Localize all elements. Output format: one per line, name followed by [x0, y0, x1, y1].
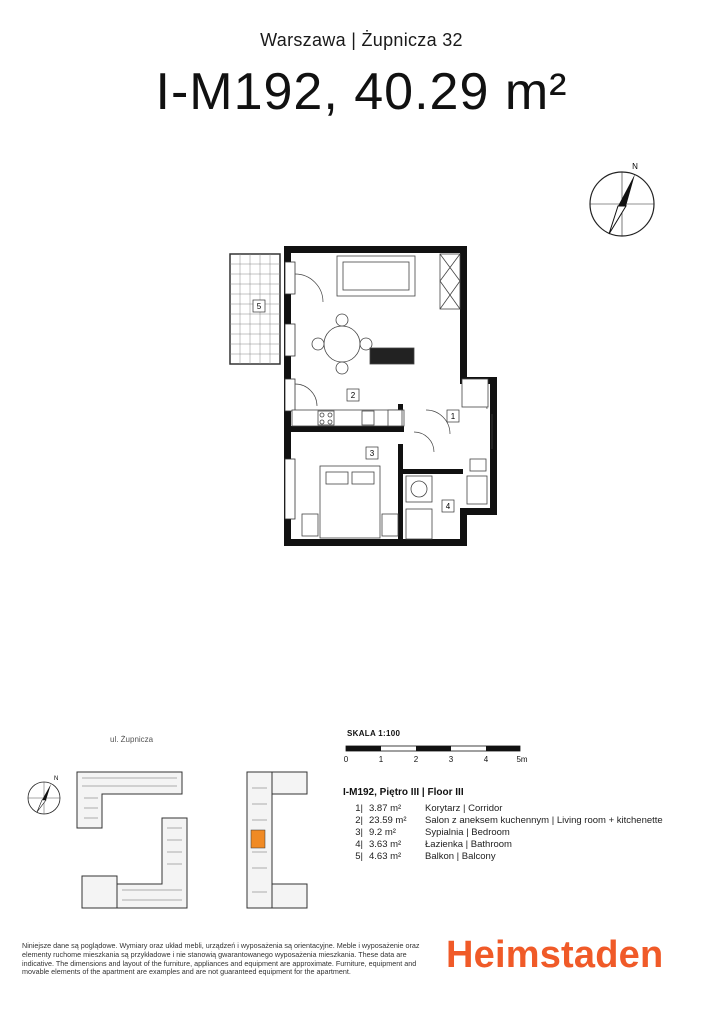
scale-tick-4: 4	[483, 755, 489, 764]
scale-tick-1: 1	[378, 755, 384, 764]
site-compass-icon	[28, 776, 60, 814]
legend-area: 4.63 m²	[369, 851, 402, 862]
balcony	[230, 254, 280, 364]
scale-bar	[340, 730, 540, 775]
scale-tick-3: 3	[448, 755, 454, 764]
legend-area: 23.59 m²	[369, 815, 407, 826]
legend-area: 3.63 m²	[369, 839, 402, 850]
legend-row	[343, 815, 703, 827]
room-label-3: 3	[369, 449, 375, 458]
legend-row	[343, 803, 703, 815]
legend-area: 3.87 m²	[369, 803, 402, 814]
legend-num: 4|	[355, 839, 363, 850]
scale-tick-0: 0	[343, 755, 349, 764]
floor-plan	[222, 244, 504, 550]
legend-num: 3|	[355, 827, 363, 838]
disclaimer-text: Niniejsze dane są poglądowe. Wymiary oraz układ mebli, urządzeń i wyposażenia są orientacyjne. Meble i wyposażenie oraz elementy ruchome mieszkania są przykładowe i nie stanowią gwarantowanego wyposażenia mieszkania. These data are indicative. The dimensions and layout of the furniture, appliances and equipment are approximate. Furniture, equipment and movable elements of the apartment are examples and are not guaranteed equipment for the apartment.	[22, 941, 420, 977]
legend-area: 9.2 m²	[369, 827, 396, 838]
room-label-5: 5	[256, 302, 262, 311]
legend-num: 2|	[355, 815, 363, 826]
legend-desc: Balkon | Balcony	[425, 851, 496, 862]
legend-desc: Salon z aneksem kuchennym | Living room + kitchenette	[425, 815, 663, 826]
legend-desc: Łazienka | Bathroom	[425, 839, 512, 850]
room-label-4: 4	[445, 502, 451, 511]
scale-title: SKALA 1:100	[347, 729, 401, 738]
legend-num: 5|	[355, 851, 363, 862]
legend-title: I-M192, Piętro III | Floor III	[343, 787, 464, 798]
legend-desc: Sypialnia | Bedroom	[425, 827, 510, 838]
apartment-location-marker	[251, 830, 265, 848]
location-subtitle: Warszawa | Żupnicza 32	[260, 30, 463, 50]
kitchenette	[292, 410, 404, 426]
site-compass-north: N	[54, 776, 59, 782]
room-label-1: 1	[450, 412, 456, 421]
site-plan	[22, 748, 322, 923]
room-legend	[343, 803, 703, 863]
scale-tick-5: 5m	[516, 755, 528, 764]
compass-north-label: N	[632, 162, 638, 171]
scale-tick-2: 2	[413, 755, 419, 764]
bedroom-furniture	[302, 466, 398, 538]
compass-icon	[588, 160, 660, 240]
legend-row	[343, 851, 703, 863]
legend-row	[343, 839, 703, 851]
legend-row	[343, 827, 703, 839]
apartment-title: I-M192, 40.29 m²	[155, 63, 568, 121]
heimstaden-logo: Heimstaden	[446, 934, 664, 976]
street-label: ul. Żupnicza	[110, 735, 154, 744]
legend-desc: Korytarz | Corridor	[425, 803, 503, 814]
legend-num: 1|	[355, 803, 363, 814]
room-label-2: 2	[350, 391, 356, 400]
